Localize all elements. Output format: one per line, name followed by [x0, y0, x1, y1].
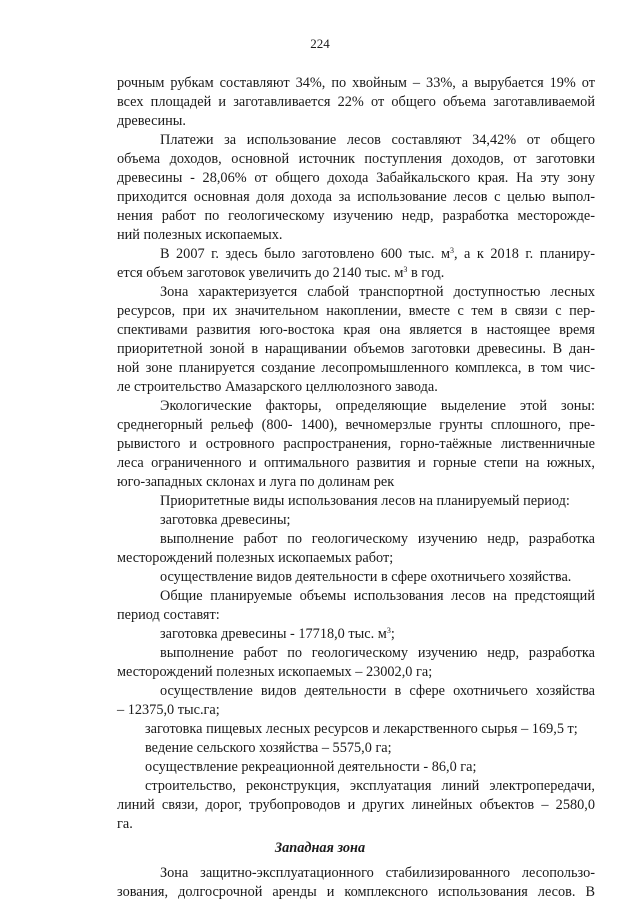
text-line: древесины - 28,06% от общего дохода Забайкальского края. На эту зону [117, 170, 595, 186]
text-line: среднегорный рельеф (800- 1400), вечномерзлые грунты сплошного, пре- [117, 417, 595, 433]
text-line: юго-западных склонах и луга по долинам рек [117, 474, 395, 490]
section-heading: Западная зона [274, 840, 366, 856]
text-line: ведение сельского хозяйства – 5575,0 га; [145, 740, 392, 756]
text-line: га. [117, 816, 133, 832]
text-line: линий связи, дорог, трубопроводов и других линейных объектов – 2580,0 [117, 797, 595, 813]
text-line: осуществление видов деятельности в сфере охотничьего хозяйства [160, 683, 595, 699]
text-line: месторождений полезных ископаемых работ; [117, 550, 394, 566]
text-line: рочным рубкам составляют 34%, по хвойным – 33%, а вырубается 19% от [117, 75, 595, 91]
text-line: ле строительство Амазарского целлюлозного завода. [117, 379, 438, 395]
text-segment: заготовка древесины - 17718,0 тыс. м [160, 626, 387, 642]
text-segment: ется объем заготовок увеличить до 2140 тыс. м [117, 265, 404, 281]
text-line: леса ограниченного и оптимального развития и горные степи на южных, [117, 455, 595, 471]
text-line: период составят: [117, 607, 220, 623]
text-line: выполнение работ по геологическому изучению недр, разработка [160, 645, 595, 661]
text-line: строительство, реконструкция, эксплуатация линий электропередачи, [145, 778, 595, 794]
text-line: древесины. [117, 113, 186, 129]
text-line: Зона характеризуется слабой транспортной доступностью лесных [160, 284, 595, 300]
text-line: Приоритетные виды использования лесов на планируемый период: [160, 493, 570, 509]
text-line: нения работ по геологическому изучению недр, разработка месторожде- [117, 208, 595, 224]
text-line: осуществление видов деятельности в сфере охотничьего хозяйства. [160, 569, 572, 585]
text-line: – 12375,0 тыс.га; [117, 702, 220, 718]
text-segment: В 2007 г. здесь было заготовлено 600 тыс. м [160, 246, 450, 262]
text-line: приоритетной зоной в наращивании объемов заготовки древесины. В дан- [117, 341, 595, 357]
text-line: рывистого и островного распространения, горно-таёжные лиственничные [117, 436, 595, 452]
text-line: объема доходов, основной источник поступления доходов, от заготовки [117, 151, 595, 167]
superscript: 3 [386, 626, 391, 635]
text-line: осуществление рекреационной деятельности - 86,0 га; [145, 759, 477, 775]
superscript: 3 [403, 265, 408, 274]
text-line: приходится основная доля дохода за использование лесов с целью выпол- [117, 189, 595, 205]
superscript: 3 [450, 246, 454, 255]
text-line: ресурсов, при их значительном накоплении, вместе с тем в связи с пер- [117, 303, 595, 319]
text-line: Зона защитно-эксплуатационного стабилизированного лесопользо- [160, 865, 595, 881]
text-line: месторождений полезных ископаемых – 23002,0 га; [117, 664, 433, 680]
text-line: Общие планируемые объемы использования лесов на предстоящий [160, 588, 595, 604]
text-line: Платежи за использование лесов составляют 34,42% от общего [160, 132, 595, 148]
text-line: Экологические факторы, определяющие выделение этой зоны: [160, 398, 595, 414]
text-line: спективами развития юго-востока края она является в настоящее время [117, 322, 595, 338]
text-line: ний полезных ископаемых. [117, 227, 283, 243]
text-line: зования, долгосрочной аренды и комплексного использования лесов. В [117, 884, 595, 900]
text-line: выполнение работ по геологическому изучению недр, разработка [160, 531, 595, 547]
text-segment: , а к 2018 г. планиру- [454, 246, 596, 262]
text-line: заготовка пищевых лесных ресурсов и лекарственного сырья – 169,5 т; [145, 721, 578, 737]
text-segment: в год. [407, 265, 445, 281]
text-line: заготовка древесины; [160, 512, 291, 528]
page-number: 224 [310, 36, 330, 51]
text-line: всех площадей и заготавливается 22% от общего объема заготавливаемой [117, 94, 595, 110]
text-segment: ; [390, 626, 395, 642]
text-line: ной зоне планируется создание лесопромышленного комплекса, в том чис- [117, 360, 595, 376]
